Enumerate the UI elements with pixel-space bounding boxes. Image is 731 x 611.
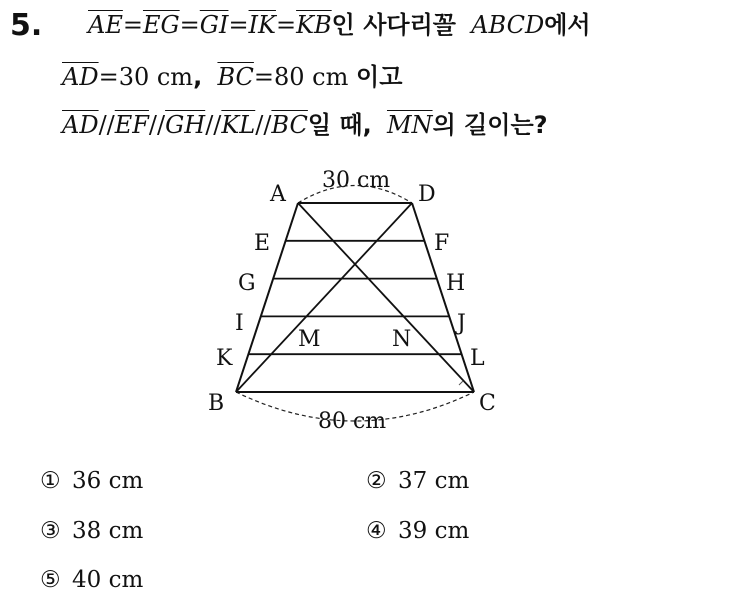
point-m-label: M [298, 327, 321, 352]
segment-ef: $\overline{EF}$ [114, 111, 149, 139]
equals-sign: = [228, 11, 249, 39]
equals-sign: = [275, 11, 297, 39]
choice-mark: ④ [366, 518, 387, 544]
question-number: 5. [10, 8, 43, 43]
choice-1[interactable] [40, 468, 143, 494]
choice-2[interactable] [366, 468, 469, 494]
point-l-label: L [470, 346, 485, 371]
segment-bc: $\overline{BC}$ [217, 63, 254, 91]
equals-sign: = [179, 11, 200, 39]
parallel-sign: // [255, 111, 272, 139]
segment-gh: $\overline{GH}$ [165, 111, 206, 139]
point-d-label: D [418, 182, 436, 207]
trapezoid-text: 인 사다리꼴 [331, 11, 456, 39]
line3-mid: 일 때, [307, 111, 372, 139]
segment-bc: $\overline{BC}$ [271, 111, 308, 139]
choice-mark: ② [366, 468, 387, 494]
choice-mark: ① [40, 468, 61, 494]
choice-text: 36 cm [72, 468, 144, 494]
choice-5[interactable] [40, 567, 143, 593]
point-k-label: K [216, 346, 233, 371]
ad-length: 30 cm [118, 63, 194, 91]
small-mark [459, 381, 463, 385]
point-c-label: C [479, 391, 496, 416]
comma: , [193, 63, 203, 91]
segment-gi: $\overline{GI}$ [199, 11, 229, 39]
equals-sign: = [253, 63, 275, 91]
point-h-label: H [446, 271, 466, 296]
choice-text: 37 cm [398, 468, 470, 494]
point-f-label: F [434, 231, 450, 256]
segment-ae: $\overline{AE}$ [88, 11, 123, 39]
bottom-length-label: 80 cm [318, 409, 387, 434]
choice-mark: ③ [40, 518, 61, 544]
shape-name: ABCD [471, 11, 545, 39]
equals-sign: = [98, 63, 119, 91]
segment-kl: $\overline{KL}$ [221, 111, 256, 139]
point-e-label: E [254, 231, 271, 256]
parallel-sign: // [98, 111, 115, 139]
bc-length: 80 cm [274, 63, 349, 91]
line1-suffix: 에서 [544, 11, 591, 39]
point-j-label: J [457, 311, 466, 336]
segment-ad: $\overline{AD}$ [62, 63, 99, 91]
top-length-label: 30 cm [322, 168, 391, 193]
point-b-label: B [208, 391, 225, 416]
choice-text: 40 cm [72, 567, 144, 593]
segment-mn: $\overline{MN}$ [386, 111, 433, 139]
choice-3[interactable] [40, 518, 143, 544]
segment-ad: $\overline{AD}$ [62, 111, 99, 139]
choice-text: 39 cm [398, 518, 470, 544]
equals-sign: = [122, 11, 143, 39]
line3-suffix: 의 길이는? [432, 111, 548, 139]
parallel-sign: // [205, 111, 222, 139]
point-a-label: A [270, 182, 286, 207]
segment-kb: $\overline{KB}$ [296, 11, 332, 39]
segment-ik: $\overline{IK}$ [248, 11, 276, 39]
line2-suffix: 이고 [356, 63, 403, 91]
choice-text: 38 cm [72, 518, 144, 544]
choice-4[interactable] [366, 518, 469, 544]
point-g-label: G [238, 271, 256, 296]
choice-mark: ⑤ [40, 567, 61, 593]
point-n-label: N [392, 327, 412, 352]
segment-eg: $\overline{EG}$ [142, 11, 180, 39]
point-i-label: I [235, 311, 244, 336]
parallel-sign: // [148, 111, 166, 139]
